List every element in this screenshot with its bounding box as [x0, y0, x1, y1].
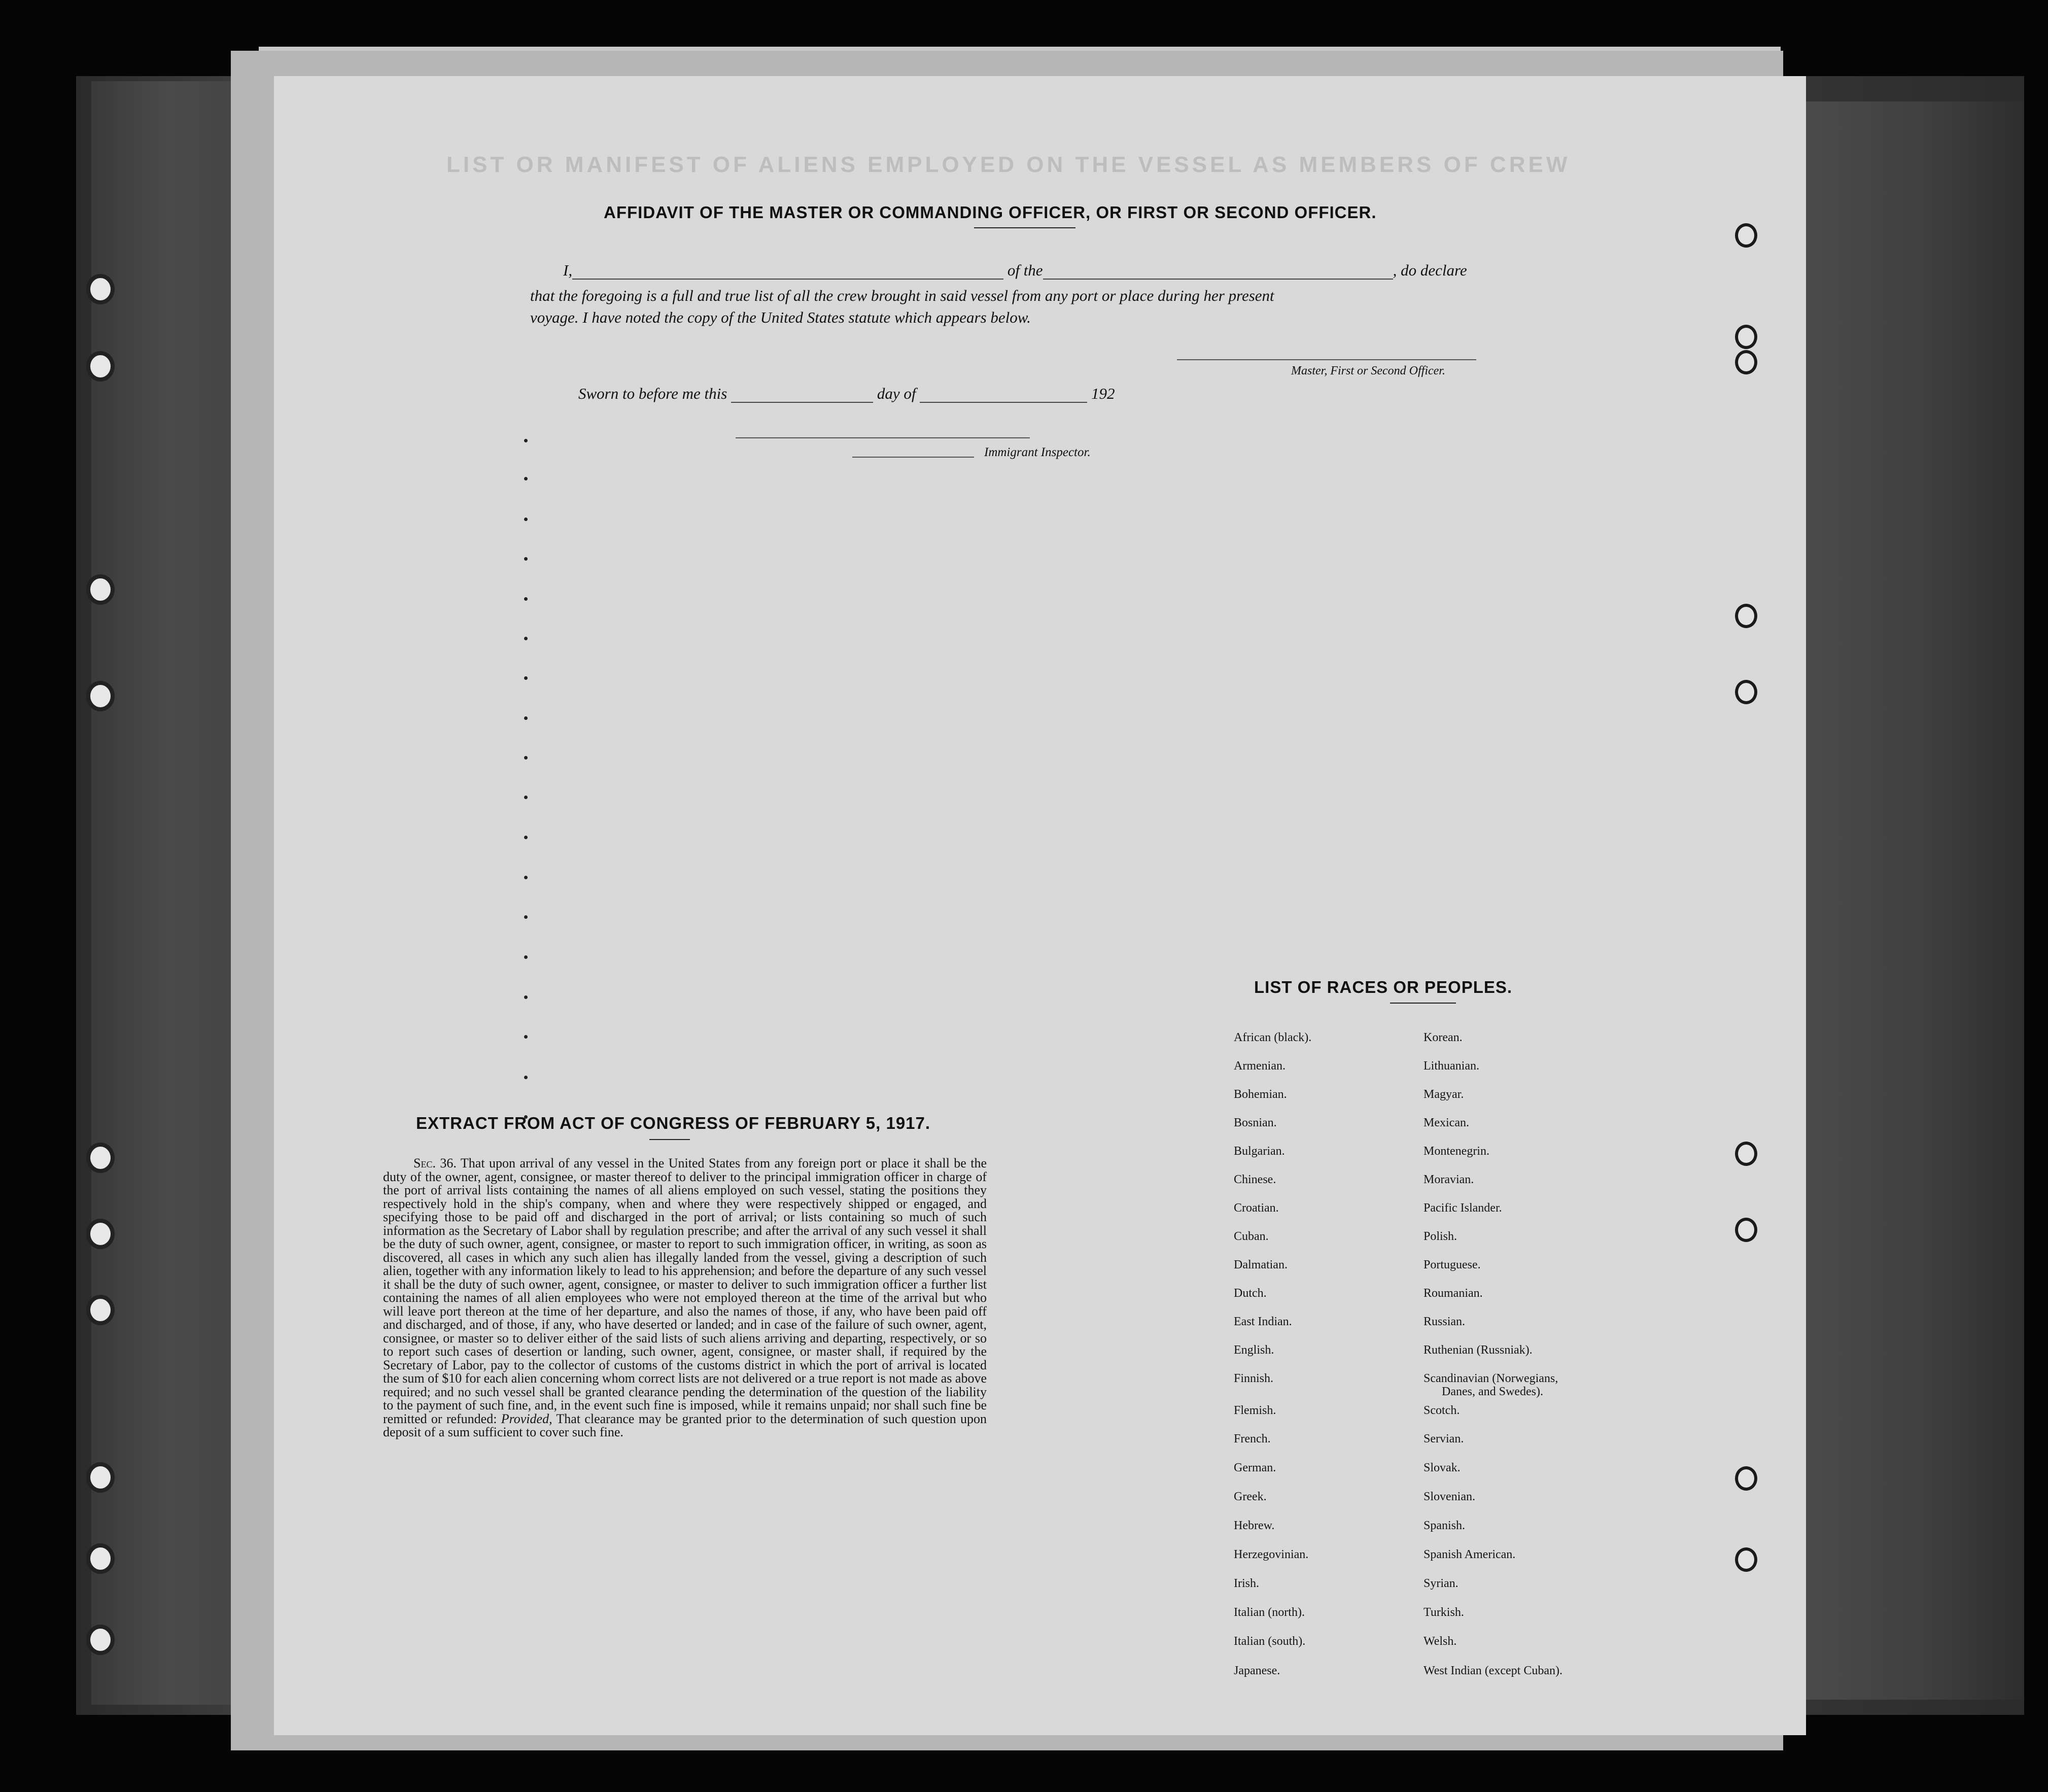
race-item: Irish.: [1234, 1577, 1259, 1590]
punch-hole: [1735, 223, 1757, 248]
race-item: Moravian.: [1424, 1173, 1474, 1186]
extract-body: [383, 1157, 987, 1439]
dot-mark: [524, 676, 528, 680]
race-item: Danes, and Swedes).: [1442, 1385, 1543, 1398]
race-item: Spanish.: [1424, 1519, 1466, 1532]
dot-mark: [524, 796, 528, 799]
master-signature-line: [1177, 359, 1476, 360]
dot-mark: [524, 756, 528, 760]
affidavit-title: AFFIDAVIT OF THE MASTER OR COMMANDING OFFICER, OR FIRST OR SECOND OFFICER.: [604, 203, 1377, 222]
punch-hole: [1735, 604, 1757, 628]
dot-mark: [524, 915, 528, 919]
punch-hole: [1735, 680, 1757, 704]
race-item: Finnish.: [1234, 1372, 1274, 1385]
race-item: German.: [1234, 1461, 1276, 1474]
of-the-label: of the: [1007, 261, 1043, 279]
dot-mark: [524, 836, 528, 839]
race-item: Slovenian.: [1424, 1490, 1475, 1503]
race-item: Croatian.: [1234, 1201, 1279, 1215]
affidavit-line-3: voyage. I have noted the copy of the United States statute which appears below.: [530, 308, 1031, 326]
race-item: Japanese.: [1234, 1664, 1280, 1677]
race-item: Spanish American.: [1424, 1548, 1516, 1561]
race-item: Portuguese.: [1424, 1258, 1481, 1271]
race-item: Montenegrin.: [1424, 1145, 1489, 1158]
month-blank[interactable]: [920, 402, 1087, 403]
race-item: Dutch.: [1234, 1287, 1267, 1300]
race-item: Mexican.: [1424, 1116, 1469, 1129]
binding-hole: [90, 685, 111, 707]
race-item: East Indian.: [1234, 1315, 1292, 1328]
dot-mark: [524, 439, 528, 442]
race-item: Italian (north).: [1234, 1606, 1305, 1619]
inspector-signature-line: [736, 437, 1030, 438]
race-item: African (black).: [1234, 1031, 1312, 1044]
race-item: Herzegovinian.: [1234, 1548, 1309, 1561]
extract-text: That upon arrival of any vessel in the United States from any foreign port or place it shall be the duty of the owner, agent, consignee, or master thereof to deliver to the principal immigration officer in charge of the port of arrival lists containing the names of all aliens employed on such vessel, stating the positions they respectively hold in the ship's company, when and where they were respectively shipped or engaged, and specifying those to be paid off and discharged in the port of arrival; or lists containing so much of such information as the Secretary of Labor shall by regulation prescribe; and after the arrival of any such vessel it shall be the duty of such owner, agent, consignee, or master to report to such immigration officer, in writing, as soon as discovered, all cases in which any such alien has illegally landed from the vessel, giving a description of such alien, together with any information likely to lead to his apprehension; and before the departure of any such vessel it shall be the duty of such owner, agent, consignee, or master to deliver to such immigration officer a further list containing the names of all alien employees who were not employed thereon at the time of the arrival but who will leave port thereon at the time of her departure, and also the names of those, if any, who have been paid off and discharged, and of those, if any, who have deserted or landed; and in case of the failure of such owner, agent, consignee, or master so to deliver either of the said lists of such aliens arriving and departing, respectively, or so to report such cases of desertion or landing, such owner, agent, consignee, or master shall, if required by the Secretary of Labor, pay to the collector of customs of the customs district in which the port of arrival is located the sum of $10 for each alien concerning whom correct lists are not delivered or a true report is not made as above required; and no such vessel shall be granted clearance pending the determination of the question of the liability to the payment of such fine, and, in the event such fine is imposed, while it remains unpaid; nor shall such fine be remitted or refunded:: [383, 1156, 987, 1426]
dot-mark: [524, 557, 528, 561]
extract-title: EXTRACT FROM ACT OF CONGRESS OF FEBRUARY 5, 1917.: [416, 1114, 931, 1132]
name-blank[interactable]: [572, 279, 1003, 280]
binding-hole: [90, 355, 111, 377]
binding-hole: [90, 1466, 111, 1489]
race-item: Ruthenian (Russniak).: [1424, 1343, 1533, 1357]
race-item: Cuban.: [1234, 1230, 1269, 1243]
binding-hole: [90, 1147, 111, 1169]
race-item: Scandinavian (Norwegians,: [1424, 1372, 1558, 1385]
race-item: Roumanian.: [1424, 1287, 1483, 1300]
race-item: Turkish.: [1424, 1606, 1464, 1619]
dot-mark: [524, 518, 528, 521]
race-item: Pacific Islander.: [1424, 1201, 1502, 1215]
affidavit-line-1: [563, 261, 1467, 280]
i-label: I,: [563, 261, 573, 279]
dot-mark: [524, 995, 528, 999]
race-item: Armenian.: [1234, 1059, 1286, 1073]
race-item: Bulgarian.: [1234, 1145, 1285, 1158]
punch-hole: [1735, 1466, 1757, 1491]
dot-mark: [524, 1076, 528, 1079]
document-page: [274, 76, 1806, 1735]
race-item: Bohemian.: [1234, 1088, 1287, 1101]
race-item: Russian.: [1424, 1315, 1466, 1328]
punch-hole: [1735, 1547, 1757, 1572]
race-item: French.: [1234, 1432, 1271, 1445]
inspector-short-line: [852, 457, 974, 458]
race-item: Polish.: [1424, 1230, 1457, 1243]
dot-mark: [524, 597, 528, 601]
race-item: Bosnian.: [1234, 1116, 1277, 1129]
dot-mark: [524, 1035, 528, 1039]
section-label: Sec. 36.: [413, 1156, 457, 1170]
dot-mark: [524, 716, 528, 720]
race-item: Scotch.: [1424, 1404, 1460, 1417]
race-item: Slovak.: [1424, 1461, 1461, 1474]
binding-hole: [90, 1299, 111, 1321]
race-item: Lithuanian.: [1424, 1059, 1479, 1073]
provided-label: Provided,: [501, 1411, 552, 1426]
race-item: Greek.: [1234, 1490, 1267, 1503]
title-underline: [974, 227, 1075, 228]
dot-mark: [524, 477, 528, 480]
race-item: Dalmatian.: [1234, 1258, 1288, 1271]
race-item: Welsh.: [1424, 1635, 1457, 1648]
punch-hole: [1735, 1218, 1757, 1242]
sworn-label: Sworn to before me this: [578, 385, 727, 402]
vessel-blank[interactable]: [1043, 279, 1393, 280]
races-title-underline: [1390, 1003, 1456, 1004]
race-item: Chinese.: [1234, 1173, 1276, 1186]
year-label: 192: [1091, 385, 1115, 402]
race-item: English.: [1234, 1343, 1274, 1357]
races-title: LIST OF RACES OR PEOPLES.: [1254, 978, 1513, 996]
dot-mark: [524, 876, 528, 879]
affidavit-line-2: that the foregoing is a full and true list of all the crew brought in said vessel from any port or place during her present: [530, 287, 1274, 304]
extract-title-underline: [649, 1139, 690, 1140]
punch-hole: [1735, 325, 1757, 349]
dot-mark: [524, 955, 528, 959]
race-item: Flemish.: [1234, 1404, 1276, 1417]
race-item: Hebrew.: [1234, 1519, 1275, 1532]
right-binding-strip: [1806, 101, 2024, 1700]
day-of-label: day of: [877, 385, 916, 402]
sworn-line: [578, 385, 1115, 403]
dot-mark: [524, 637, 528, 640]
race-item: Italian (south).: [1234, 1635, 1306, 1648]
bleed-through-text: LIST OR MANIFEST OF ALIENS EMPLOYED ON THE VESSEL AS MEMBERS OF CREW: [446, 152, 1571, 177]
race-item: West Indian (except Cuban).: [1424, 1664, 1563, 1677]
inspector-label: Immigrant Inspector.: [984, 445, 1091, 459]
master-signature-label: Master, First or Second Officer.: [1291, 364, 1445, 377]
binding-hole: [90, 1223, 111, 1245]
binding-hole: [90, 278, 111, 300]
binding-hole: [90, 1629, 111, 1651]
race-item: Syrian.: [1424, 1577, 1459, 1590]
binding-hole: [90, 578, 111, 601]
race-item: Servian.: [1424, 1432, 1464, 1445]
day-blank[interactable]: [731, 402, 873, 403]
race-item: Magyar.: [1424, 1088, 1464, 1101]
punch-hole: [1735, 1142, 1757, 1166]
binding-hole: [90, 1547, 111, 1570]
extract-text-end: That clearance may be granted prior to the determination of such question upon deposit of a sum sufficient to cover such fine.: [383, 1411, 987, 1439]
punch-hole: [1735, 350, 1757, 374]
declare-label: , do declare: [1393, 261, 1467, 279]
race-item: Korean.: [1424, 1031, 1463, 1044]
